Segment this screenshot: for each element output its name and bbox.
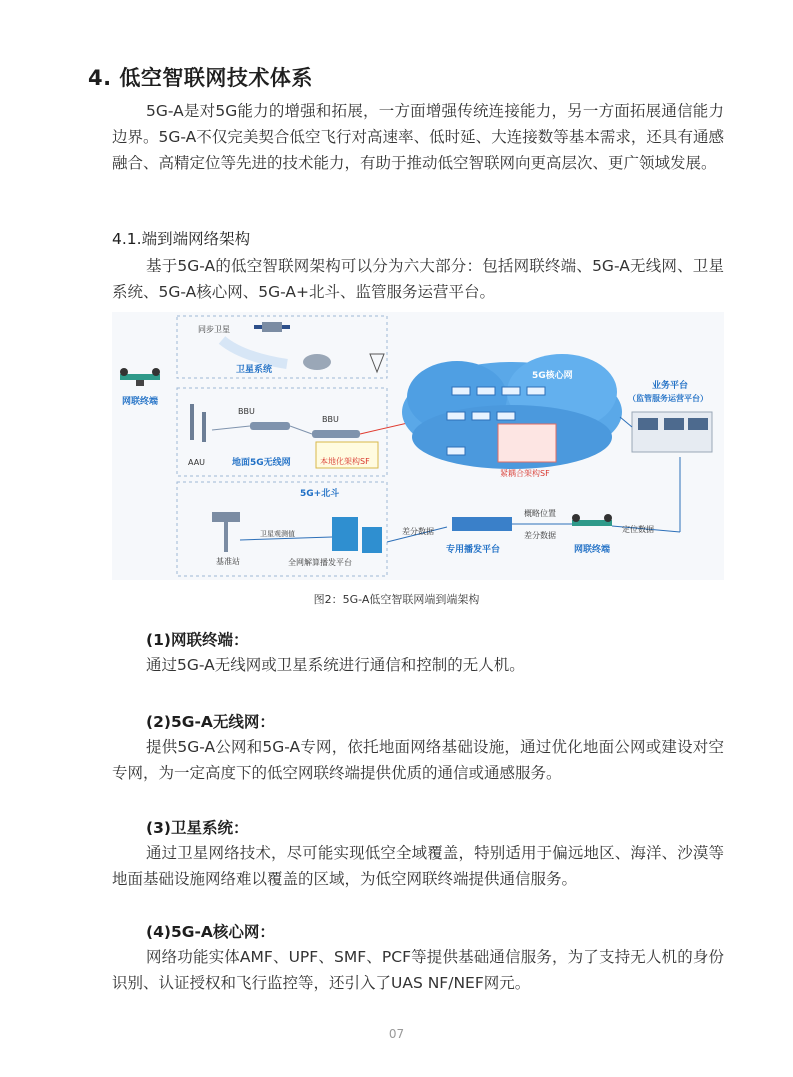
section-title: 4. 低空智联网技术体系 (88, 66, 313, 90)
label-network-solution: 全网解算播发平台 (288, 558, 352, 567)
reference-station-icon (212, 512, 240, 552)
item-1-body: 通过5G-A无线网或卫星系统进行通信和控制的无人机。 (146, 656, 525, 674)
label-sat-observation: 卫星观测值 (260, 530, 295, 538)
item-4-body: 网络功能实体AMF、UPF、SMF、PCF等提供基础通信服务，为了支持无人机的身份识别、认证授权和飞行监控等，还引入了UAS NF/NEF网元。 (112, 948, 724, 992)
drone-icon-2 (572, 514, 612, 526)
label-core-5g: 5G核心网 (532, 371, 573, 381)
label-reference-station: 基准站 (216, 557, 240, 566)
subsection-title: 4.1.端到端网络架构 (112, 230, 251, 248)
item-3-title: (3)卫星系统： (146, 819, 249, 837)
item-2-body: 提供5G-A公网和5G-A专网，依托地面网络基础设施，通过优化地面公网或建设对空专网，为一定高度下的低空网联终端提供优质的通信或通感服务。 (112, 738, 724, 782)
label-ground-5g: 地面5G无线网 (232, 458, 291, 468)
dish-antenna-icon (303, 354, 331, 370)
item-4-title: (4)5G-A核心网： (146, 923, 275, 941)
item-2-title: (2)5G-A无线网： (146, 713, 275, 731)
label-aau: AAU (188, 458, 206, 467)
server-stack-icon (332, 517, 382, 553)
bbu-device-1 (250, 422, 290, 430)
figure-caption: 图2：5G-A低空智联网端到端架构 (313, 593, 480, 606)
architecture-figure (112, 312, 724, 580)
label-satellite-system: 卫星系统 (236, 365, 273, 375)
page-number: 07 (388, 1027, 405, 1041)
antenna-icon (190, 404, 206, 442)
label-local-sf: 本地化架构SF (320, 457, 370, 466)
subsection-paragraph: 基于5G-A的低空智联网架构可以分为六大部分：包括网联终端、5G-A无线网、卫星系统、5G-A核心网、5G-A+北斗、监管服务运营平台。 (112, 257, 724, 301)
label-positioning-data: 定位数据 (622, 525, 654, 534)
label-networked-terminal: 网联终端 (122, 397, 159, 407)
item-1-title: (1)网联终端： (146, 631, 249, 649)
label-bbu-2: BBU (322, 415, 339, 424)
label-sync-satellite: 同步卫星 (198, 325, 230, 334)
platform-link (620, 417, 632, 427)
label-networked-terminal-2: 网联终端 (574, 545, 611, 555)
satellite-icon (254, 322, 290, 332)
satellite-beam (222, 340, 287, 364)
intro-paragraph: 5G-A是对5G能力的增强和拓展，一方面增强传统连接能力，另一方面拓展通信能力边界。5G-A不仅完美契合低空飞行对高速率、低时延、大连接数等基本需求，还具有通感融合、高精定位等先进的技术能力，有助于推动低空智联网向更高层次、更广领域发展。 (112, 102, 724, 172)
architecture-diagram (112, 312, 724, 580)
label-beidou-5g: 5G+北斗 (300, 489, 340, 499)
item-3-body: 通过卫星网络技术，尽可能实现低空全域覆盖，特别适用于偏远地区、海洋、沙漠等地面基础设施网络难以覆盖的区域，为低空网联终端提供通信服务。 (112, 844, 724, 888)
label-approx-position: 概略位置 (524, 509, 556, 518)
label-diff-data-2: 差分数据 (524, 531, 556, 540)
drone-icon (120, 368, 160, 386)
label-supervision-platform: （监管服务运营平台） (628, 394, 708, 403)
label-broadcast-platform: 专用播发平台 (446, 545, 501, 555)
label-bbu-1: BBU (238, 407, 255, 416)
label-tight-sf: 紧耦合架构SF (500, 469, 550, 478)
control-room-icon (632, 412, 712, 452)
tower-icon (370, 354, 384, 372)
broadcast-platform-device (452, 517, 512, 531)
label-diff-data-1: 差分数据 (402, 527, 434, 536)
bbu-device-2 (312, 430, 360, 438)
tight-sf-box (498, 424, 556, 462)
label-business-platform: 业务平台 (652, 381, 689, 391)
link-line (360, 422, 412, 434)
